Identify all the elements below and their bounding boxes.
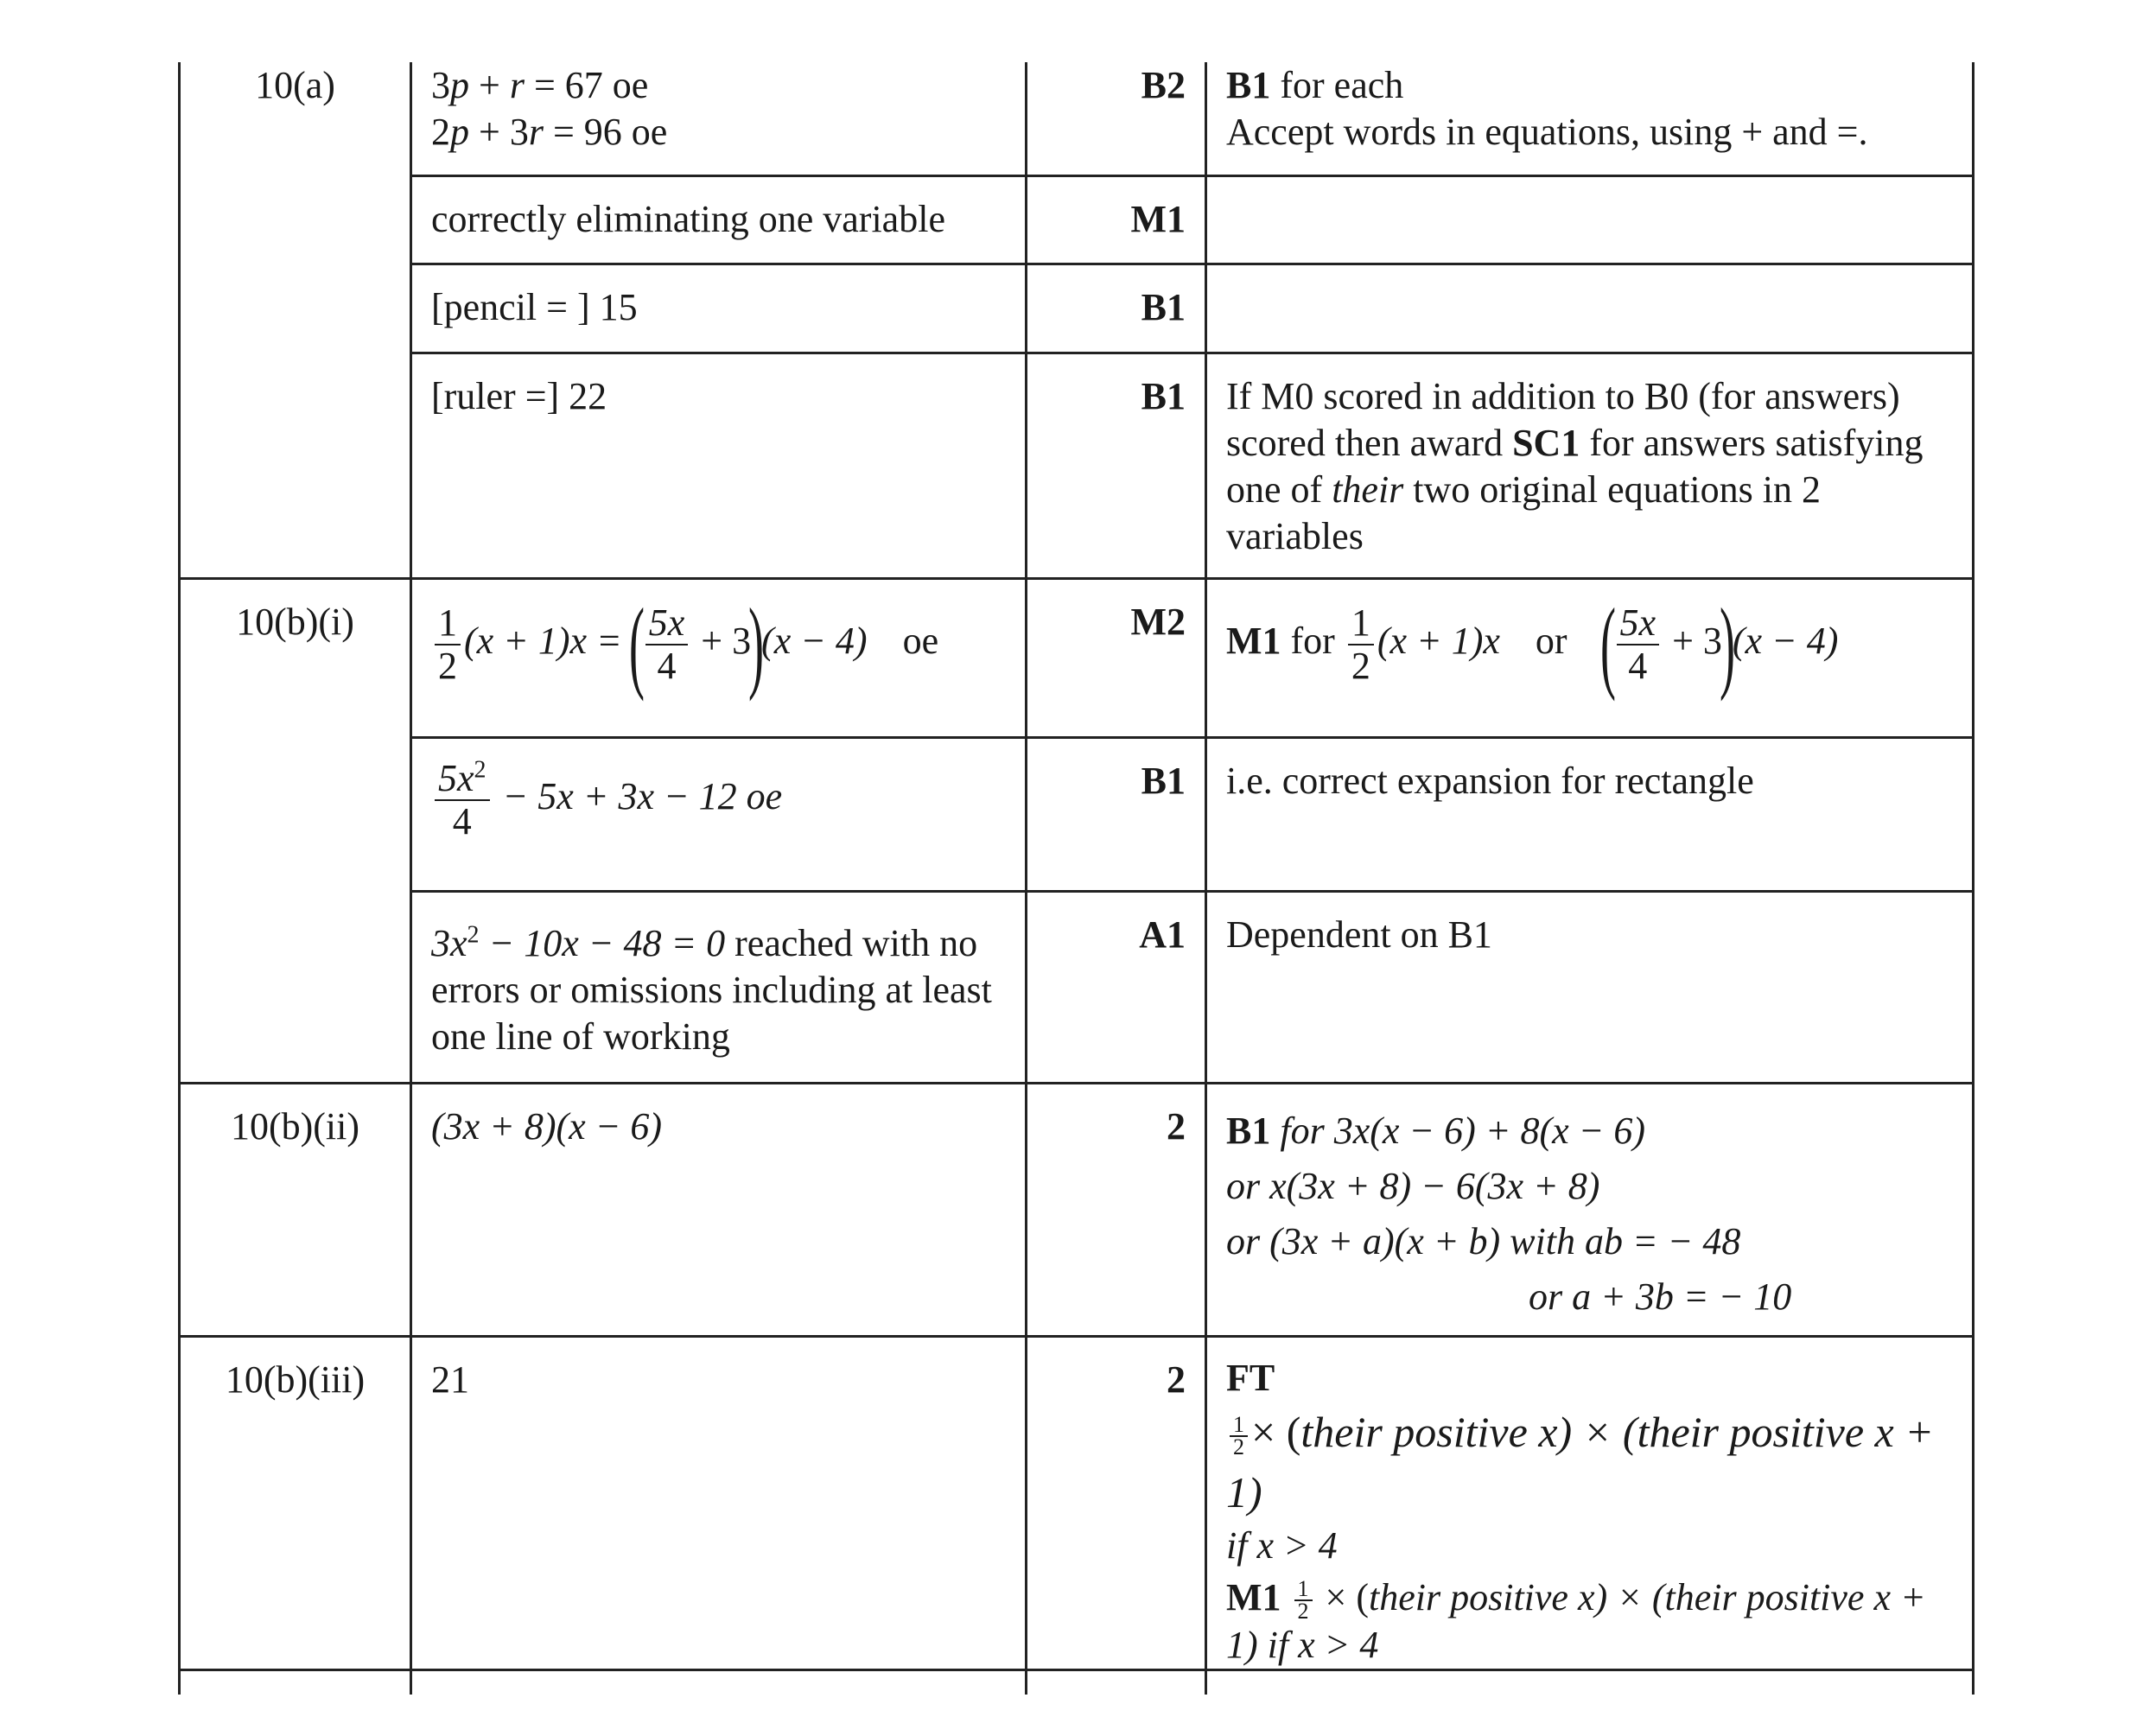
table-row [180,1336,1974,1670]
answer-cell: $\frac{5x^2}{4}$ − 5x + 3x − 12 oe [411,737,1027,891]
fraction-5x-over-4: $\frac{5x}{4}$ [645,602,689,687]
answer-cell: (3x + 8)(x − 6) [411,1083,1027,1336]
guidance-cell: B1 for each Accept words in equations, using + and =. [1206,62,1974,175]
guidance-cell [1206,264,1974,353]
question-label: 10(b)(iii) [225,1358,366,1401]
answer-cell [411,62,1027,175]
question-label: 10(b)(ii) [230,1104,360,1148]
marks-cell: A1 [1027,891,1206,1083]
table-row [180,891,1974,1083]
table-row [180,353,1974,578]
marks-cell: B1 [1027,353,1206,578]
guidance-cell: FT $\frac{1}{2}$ × (their positive x) × (their positive x + 1) if x > 4 M1 $\frac{1}{2}$ × (their positive x) × (their positive x + 1) if x > 4 [1206,1336,1974,1670]
answer-line: 2p + 3r = 96 oe [431,111,668,153]
guidance-cell: M1 for $\frac{1}{2}$ (x + 1)x or ( $\frac{5x}{4}$ + 3)(x − 4) [1206,578,1974,737]
table-row-continuation [180,1670,1974,1695]
table-row [180,578,1974,737]
guidance-cell: i.e. correct expansion for rectangle [1206,737,1974,891]
answer-cell: [pencil = ] 15 [411,264,1027,353]
table-row [180,62,1974,175]
marks-cell: 2 [1027,1083,1206,1336]
table-row [180,264,1974,353]
fraction-half: $\frac{1}{2}$ [1294,1579,1313,1622]
answer-cell: $\frac{1}{2}$ (x + 1)x = ( $\frac{5x}{4}$ + 3)(x − 4) oe [411,578,1027,737]
answer-cell: correctly eliminating one variable [411,175,1027,264]
table-row [180,1083,1974,1336]
answer-line: 3p + r = 67 oe [431,64,649,106]
marks-cell: 2 [1027,1336,1206,1670]
marks-cell: M1 [1027,175,1206,264]
answer-cell: $3x^2 - 10x - 48 = 0$ reached with no errors or omissions including at least one line of working [411,891,1027,1083]
fraction-5x-over-4: $\frac{5x}{4}$ [1617,602,1660,687]
table-row [180,175,1974,264]
question-number [180,1083,411,1336]
guidance-cell [1206,175,1974,264]
guidance-cell: B1 for 3x(x − 6) + 8(x − 6) or x(3x + 8) − 6(3x + 8) or (3x + a)(x + b) with ab = − 48 or a + 3b = − 10 [1206,1083,1974,1336]
mark-scheme-table [178,62,1974,1695]
marks-cell: B2 [1027,62,1206,175]
marks-cell: B1 [1027,264,1206,353]
guidance-cell: If M0 scored in addition to B0 (for answers) scored then award SC1 for answers satisfying one of their two original equations in 2 variables [1206,353,1974,578]
fraction-half: $\frac{1}{2}$ [435,602,461,687]
marks-cell: B1 [1027,737,1206,891]
question-number [180,62,411,578]
question-label: 10(b)(i) [236,600,354,643]
fraction-half: $\frac{1}{2}$ [1230,1415,1248,1458]
question-label: 10(a) [255,64,335,106]
fraction-5x2-over-4: $\frac{5x^2}{4}$ [435,758,490,843]
marks-cell: M2 [1027,578,1206,737]
answer-cell: [ruler =] 22 [411,353,1027,578]
table-row [180,737,1974,891]
question-number [180,1336,411,1670]
answer-cell: 21 [411,1336,1027,1670]
fraction-half: $\frac{1}{2}$ [1348,602,1374,687]
question-number [180,578,411,1083]
guidance-cell: Dependent on B1 [1206,891,1974,1083]
